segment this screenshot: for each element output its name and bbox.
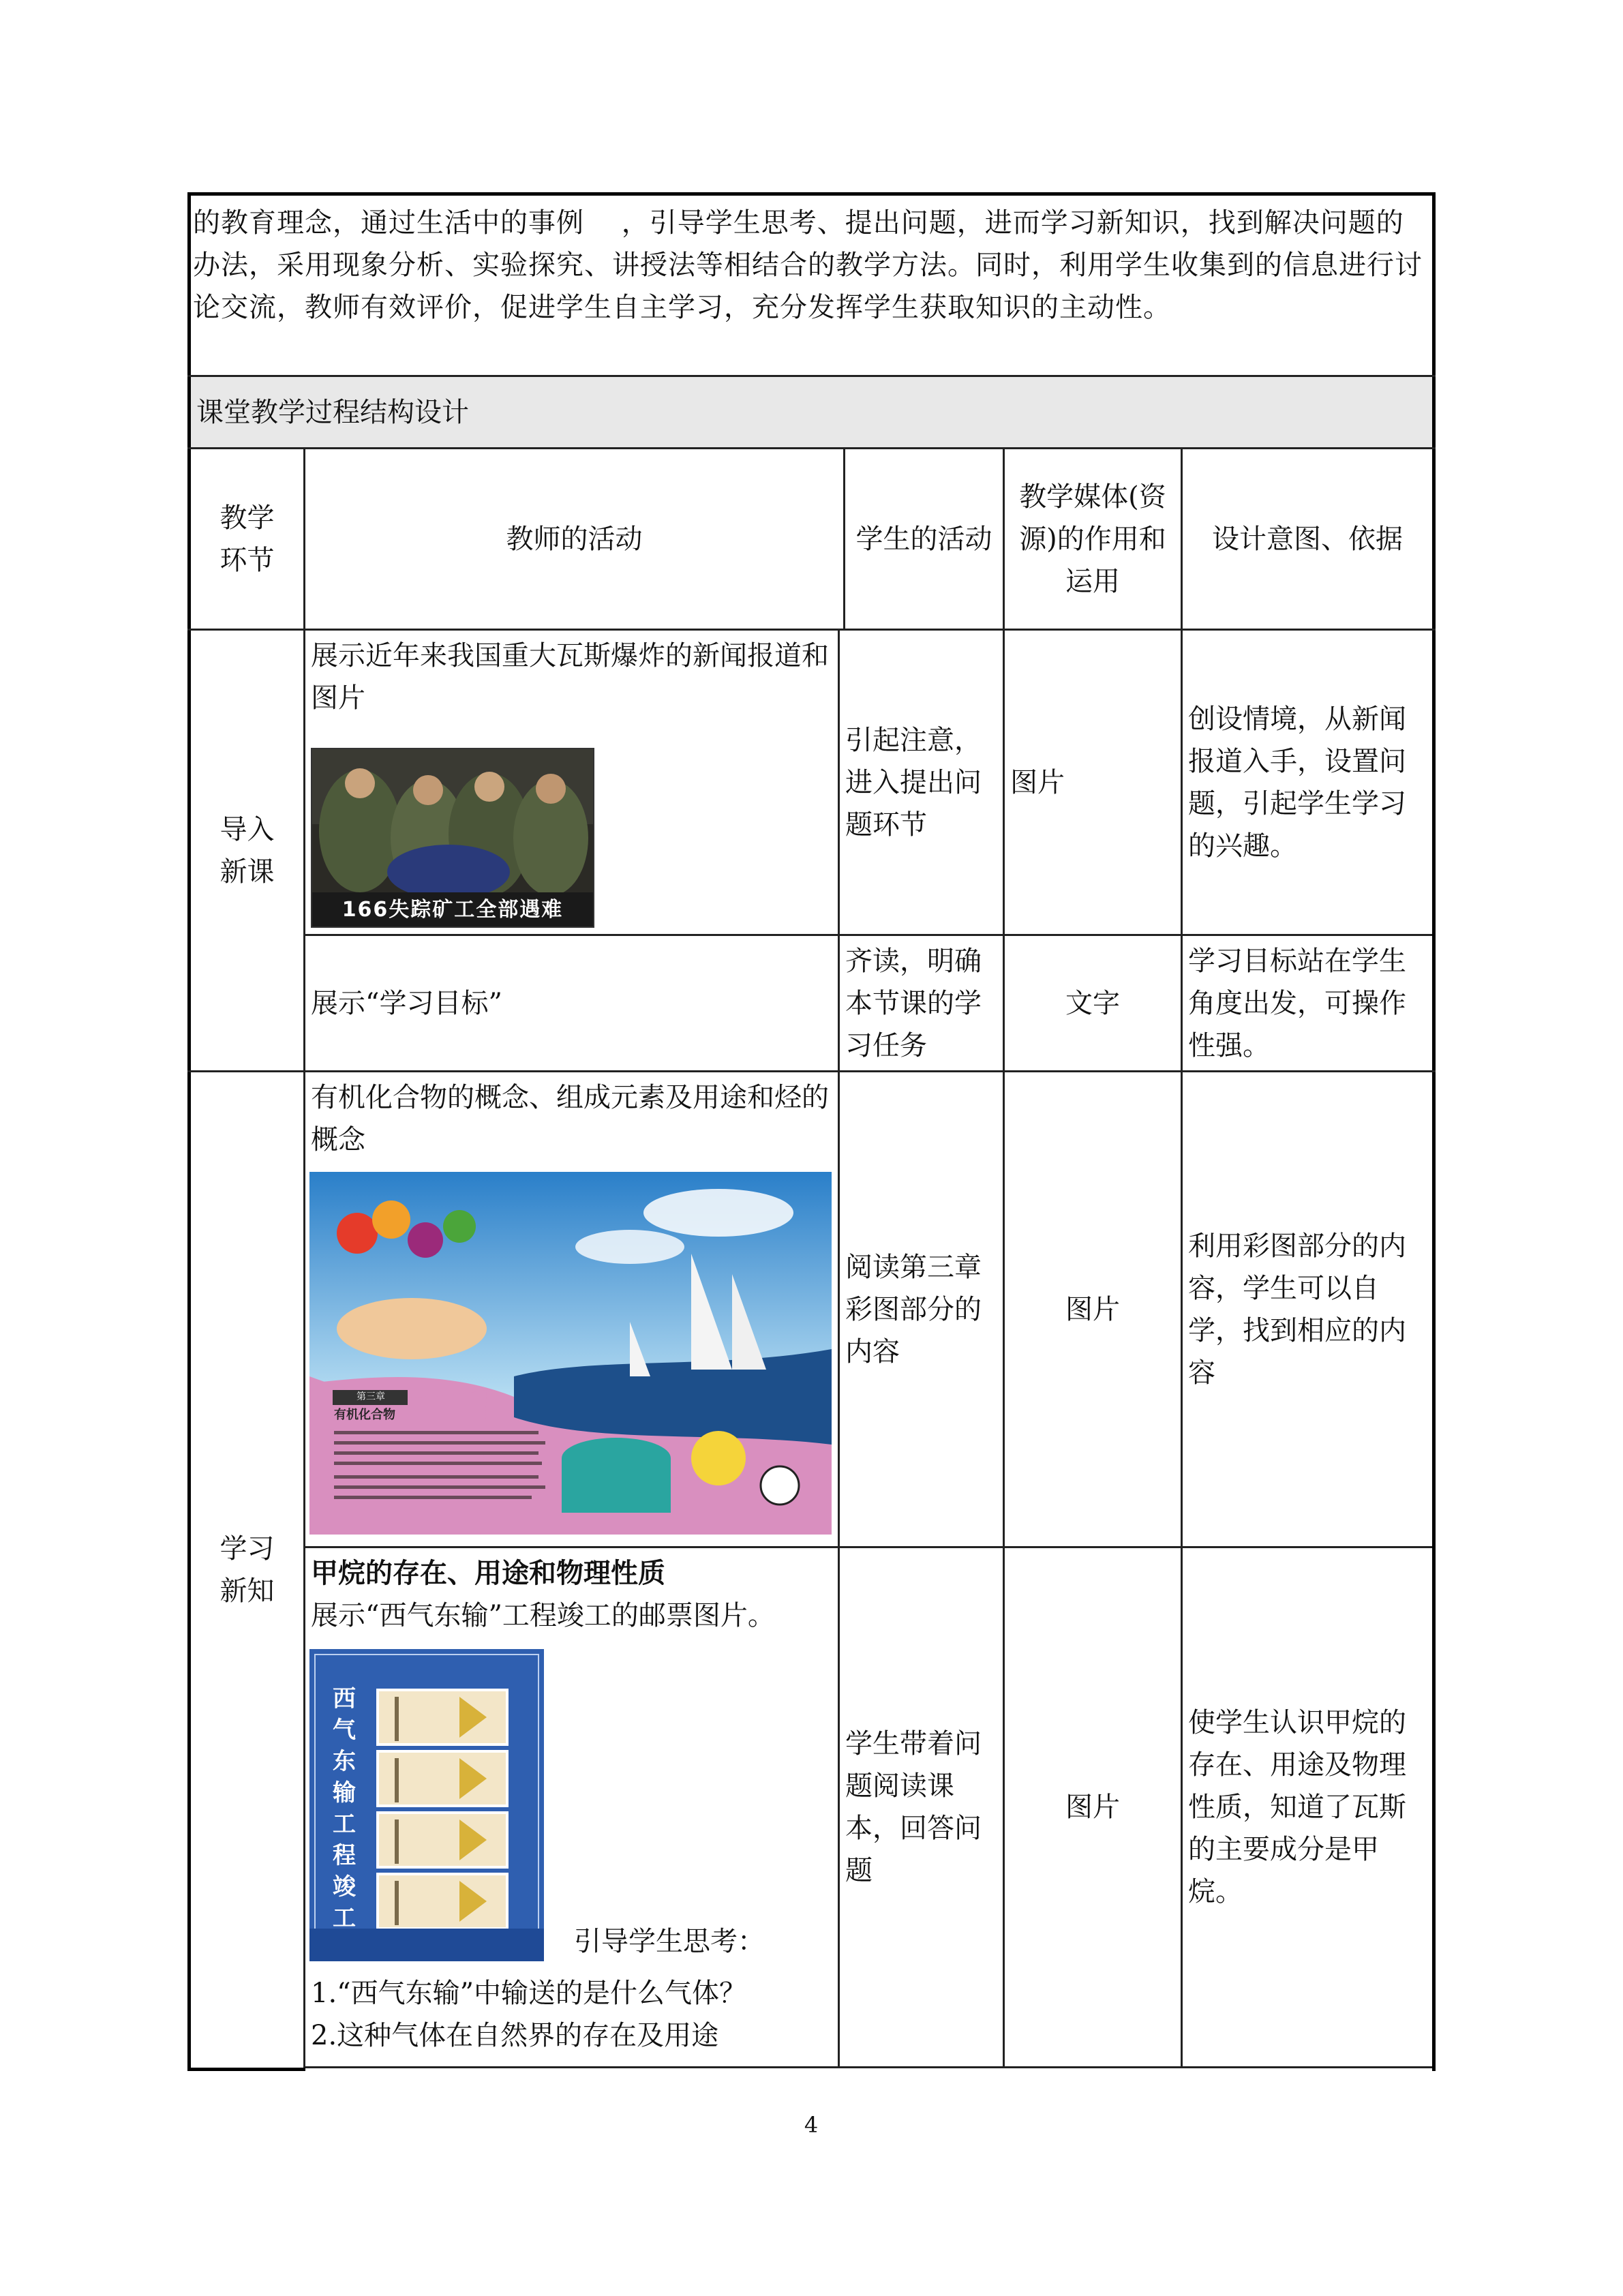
intent-intro-text: 创设情境，从新闻报道入手，设置问题，引起学生学习的兴趣。 (1188, 703, 1406, 862)
mine-news-photo (311, 748, 594, 928)
outer-right-border (1432, 192, 1436, 2071)
header-intent (1183, 449, 1432, 629)
media-goals (1005, 936, 1181, 1070)
media-organic (1005, 1072, 1181, 1546)
table-bottom-left (187, 2068, 305, 2071)
intent-intro (1183, 631, 1432, 934)
teacher-methane-text: 展示“西气东输”工程竣工的邮票图片。 (311, 1600, 775, 1631)
textbook-color-image (309, 1172, 832, 1535)
intent-methane-text: 使学生认识甲烷的存在、用途及物理性质，知道了瓦斯的主要成分是甲烷。 (1188, 1707, 1406, 1907)
student-intro (840, 631, 1003, 934)
header-student-label: 学生的活动 (855, 523, 992, 555)
media-organic-text: 图片 (1065, 1293, 1120, 1325)
section-header (191, 377, 1432, 447)
student-organic (840, 1072, 1003, 1546)
stage-new-knowledge-label: 学习新知 (219, 1533, 275, 1607)
header-stage (191, 449, 303, 629)
student-goals (840, 936, 1003, 1070)
media-intro-text: 图片 (1010, 766, 1065, 798)
teacher-intro-text: 展示近年来我国重大瓦斯爆炸的新闻报道和图片 (311, 640, 829, 714)
header-teacher-label: 教师的活动 (506, 523, 643, 555)
intent-goals-text: 学习目标站在学生角度出发，可操作性强。 (1188, 945, 1406, 1061)
teacher-intro (305, 631, 838, 934)
intro-paragraph: 的教育理念，通过生活中的事例 ，引导学生思考、提出问题，进而学习新知识，找到解决问题的办法，采用现象分析、实验探究、讲授法等相结合的教学方法。同时，利用学生收集到的信息进行讨论交流，教师有效评价，促进学生自主学习，充分发挥学生获取知识的主动性。 (193, 207, 1423, 323)
media-methane (1005, 1548, 1181, 2066)
stamp-vertical-text: 西气东输工程竣工 (333, 1685, 356, 1932)
chapter-label: 第三章 (357, 1391, 385, 1402)
header-media-label: 教学媒体(资源)的作用和运用 (1019, 481, 1166, 597)
header-teacher (305, 449, 843, 629)
teacher-methane-guide: 引导学生思考： (574, 1926, 765, 1957)
student-goals-text: 齐读，明确本节课的学习任务 (845, 945, 982, 1061)
header-media (1005, 449, 1181, 629)
header-student (845, 449, 1003, 629)
media-intro (1005, 631, 1181, 934)
teacher-organic-text: 有机化合物的概念、组成元素及用途和烃的概念 (311, 1082, 829, 1155)
media-goals-text: 文字 (1065, 987, 1120, 1019)
student-methane (840, 1548, 1003, 2066)
question-1: 1.“西气东输”中输送的是什么气体？ (311, 1978, 747, 2009)
header-intent-label: 设计意图、依据 (1212, 523, 1403, 555)
intent-methane (1183, 1548, 1432, 2066)
intent-organic (1183, 1072, 1432, 1546)
media-methane-text: 图片 (1065, 1792, 1120, 1823)
intent-organic-text: 利用彩图部分的内容，学生可以自学，找到相应的内容 (1188, 1230, 1406, 1389)
stamp-photo (309, 1649, 544, 1961)
student-intro-text: 引起注意，进入提出问题环节 (845, 724, 982, 841)
teacher-organic (305, 1072, 838, 1546)
student-organic-text: 阅读第三章彩图部分的内容 (845, 1251, 982, 1368)
teacher-methane (305, 1548, 838, 2066)
row-line (303, 2066, 1432, 2068)
stage-intro-label: 导入新课 (219, 813, 275, 888)
teacher-goals-text: 展示“学习目标” (311, 987, 502, 1019)
section-title: 课堂教学过程结构设计 (196, 396, 469, 428)
question-2: 2.这种气体在自然界的存在及用途 (311, 2020, 719, 2051)
textbook-color-page (309, 1172, 832, 1535)
header-stage-label: 教学环节 (219, 502, 275, 576)
stage-new-knowledge (191, 1072, 303, 2068)
chapter-title: 有机化合物 (334, 1408, 395, 1422)
intent-goals (1183, 936, 1432, 1070)
mine-news-caption: 166失踪矿工全部遇难 (342, 898, 564, 922)
teacher-goals (305, 936, 838, 1070)
stage-intro (191, 631, 303, 1070)
outer-top-border (187, 192, 1436, 196)
student-methane-text: 学生带着问题阅读课本，回答问题 (845, 1728, 982, 1886)
teacher-methane-title: 甲烷的存在、用途和物理性质 (311, 1558, 665, 1589)
page-number: 4 (804, 2112, 819, 2138)
